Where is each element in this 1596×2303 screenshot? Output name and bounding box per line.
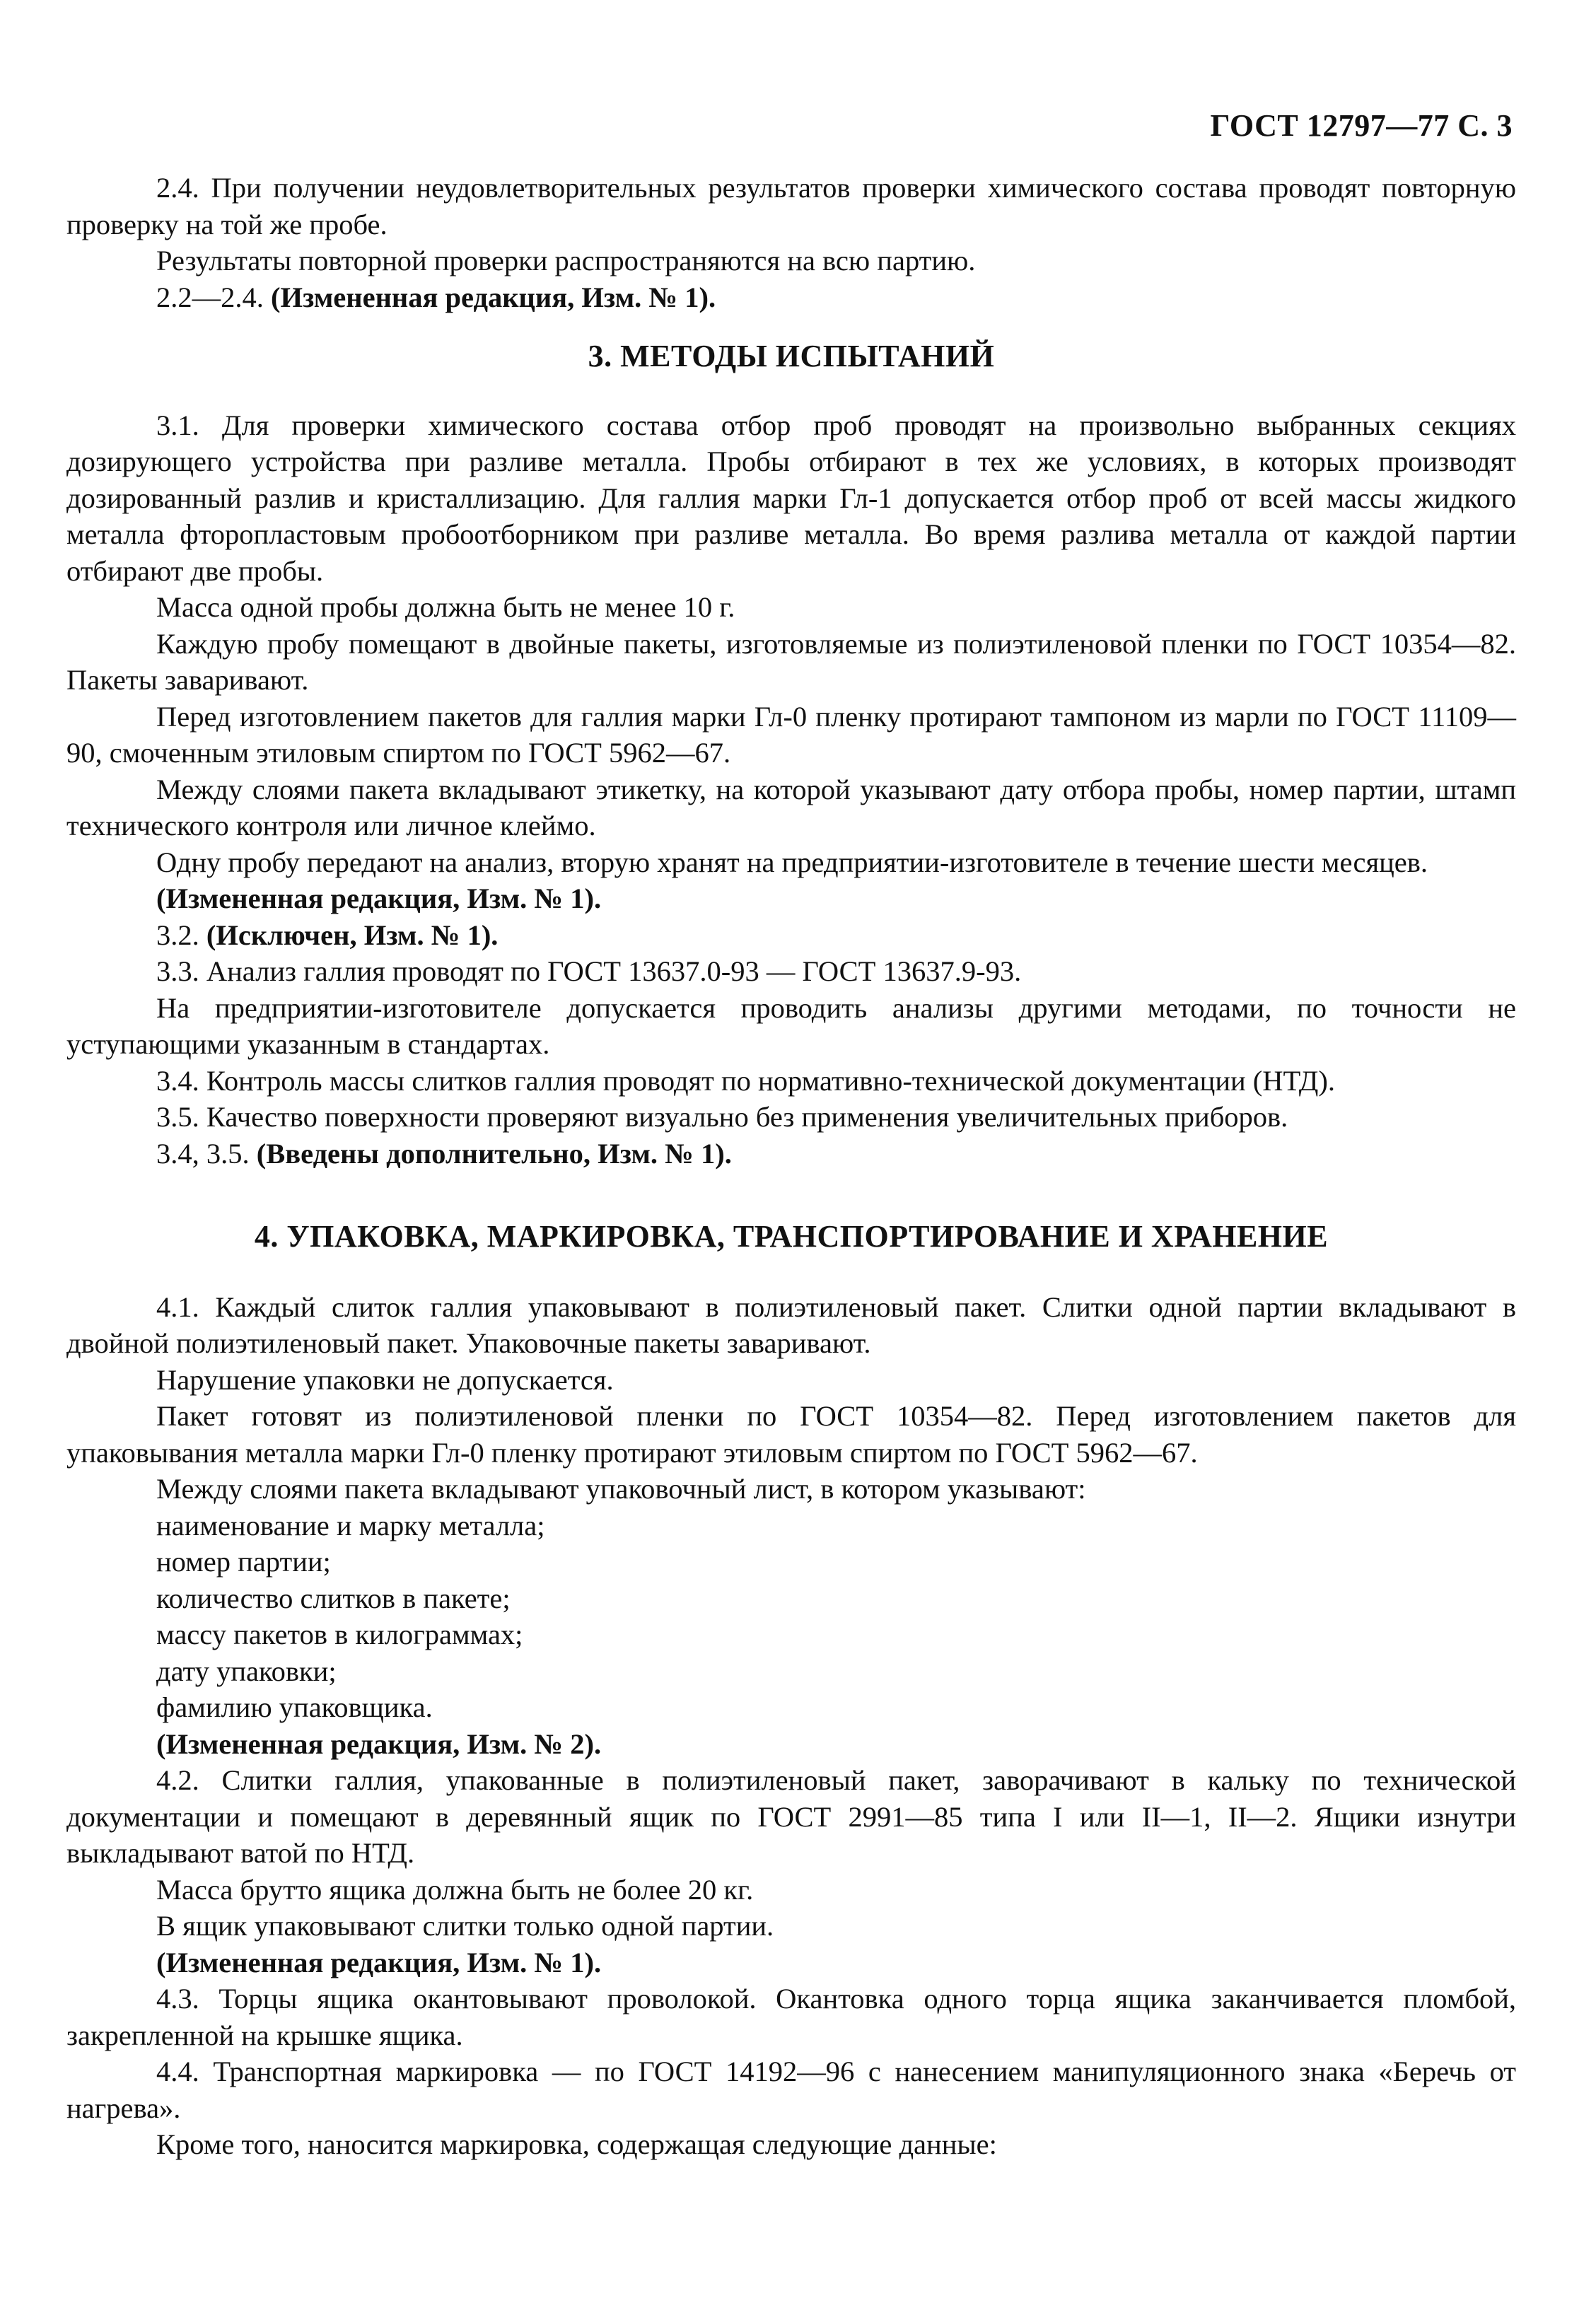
amendment-note: (Измененная редакция, Изм. № 1).	[271, 281, 716, 313]
document-body	[66, 170, 1516, 2163]
paragraph-3-4: 3.4. Контроль массы слитков галлия проводят по нормативно-технической документации (НТД).	[156, 1064, 1335, 1097]
amendment-note: (Введены дополнительно, Изм. № 1).	[256, 1137, 732, 1170]
paragraph-4-1-violation: Нарушение упаковки не допускается.	[156, 1363, 614, 1396]
paragraph-2-4: 2.4. При получении неудовлетворительных результатов проверки химического состава проводят повторную проверку на той же пробе.	[66, 172, 1516, 240]
paragraph-3-2	[66, 917, 1516, 954]
list-item: количество слитков в пакете;	[156, 1582, 511, 1614]
paragraph-4-3: 4.3. Торцы ящика окантовывают проволокой. Окантовка одного торца ящика заканчивается пломбой, закрепленной на крышке ящика.	[66, 1983, 1516, 2051]
paragraph-4-2: 4.2. Слитки галлия, упакованные в полиэтиленовый пакет, заворачивают в кальку по технической документации и помещают в деревянный ящик по ГОСТ 2991—85 типа I или II—1, II—2. Ящики изнутри выкладывают ватой по НТД.	[66, 1764, 1516, 1869]
list-item: дату упаковки;	[156, 1655, 337, 1687]
amendment-note-3-1: (Измененная редакция, Изм. № 1).	[156, 882, 602, 914]
page-header: ГОСТ 12797—77 С. 3	[1210, 108, 1513, 143]
paragraph-4-2-batch: В ящик упаковывают слитки только одной партии.	[156, 1910, 774, 1942]
list-item: фамилию упаковщика.	[156, 1691, 433, 1723]
clause-number: 3.4, 3.5.	[156, 1137, 250, 1170]
clause-number: 3.2.	[156, 919, 199, 951]
paragraph-3-1-mass: Масса одной пробы должна быть не менее 10 г.	[156, 591, 735, 623]
list-item: наименование и марку металла;	[156, 1509, 545, 1541]
list-item: номер партии;	[156, 1546, 331, 1578]
paragraph-3-4-3-5-amendment	[66, 1136, 1516, 1172]
amendment-note-4-2: (Измененная редакция, Изм. № 1).	[156, 1946, 602, 1978]
paragraph-4-1-sheet: Между слоями пакета вкладывают упаковочный лист, в котором указывают:	[156, 1473, 1086, 1505]
paragraph-3-1: 3.1. Для проверки химического состава отбор проб проводят на произвольно выбранных секциях дозирующего устройства при разливе металла. Пробы отбирают в тех же условиях, в которых производят дозированный разлив и кристаллизацию. Для галлия марки Гл-1 допускается отбор проб от всей массы жидкого металла фторопластовым пробоотборником при разливе металла. Во время разлива металла от каждой партии отбирают две пробы.	[66, 409, 1516, 587]
paragraph-4-2-mass: Масса брутто ящика должна быть не более 20 кг.	[156, 1873, 754, 1906]
paragraph-4-1: 4.1. Каждый слиток галлия упаковывают в полиэтиленовый пакет. Слитки одной партии вкладывают в двойной полиэтиленовый пакет. Упаковочные пакеты заваривают.	[66, 1290, 1516, 1359]
paragraph-3-3: 3.3. Анализ галлия проводят по ГОСТ 13637.0-93 — ГОСТ 13637.9-93.	[156, 955, 1022, 987]
paragraph-4-4-marking: Кроме того, наносится маркировка, содержащая следующие данные:	[156, 2128, 997, 2160]
paragraph-3-1-film: Перед изготовлением пакетов для галлия марки Гл-0 пленку протирают тампоном из марли по ГОСТ 11109—90, смоченным этиловым спиртом по ГОСТ 5962—67.	[66, 700, 1516, 769]
paragraph-2-2-amendment	[66, 279, 1516, 316]
section-title-3: 3. МЕТОДЫ ИСПЫТАНИЙ	[588, 339, 995, 373]
section-title-4: 4. УПАКОВКА, МАРКИРОВКА, ТРАНСПОРТИРОВАНИЕ И ХРАНЕНИЕ	[254, 1219, 1329, 1254]
amendment-note-4-1: (Измененная редакция, Изм. № 2).	[156, 1727, 602, 1760]
list-item: массу пакетов в килограммах;	[156, 1619, 523, 1650]
paragraph-3-1-storage: Одну пробу передают на анализ, вторую хранят на предприятии-изготовителе в течение шести месяцев.	[156, 846, 1428, 878]
paragraph-4-4: 4.4. Транспортная маркировка — по ГОСТ 14192—96 с нанесением манипуляционного знака «Беречь от нагрева».	[66, 2056, 1516, 2124]
paragraph-3-5: 3.5. Качество поверхности проверяют визуально без применения увеличительных приборов.	[156, 1101, 1288, 1133]
paragraph-4-1-film: Пакет готовят из полиэтиленовой пленки по ГОСТ 10354—82. Перед изготовлением пакетов для упаковывания металла марки Гл-0 пленку протирают этиловым спиртом по ГОСТ 5962—67.	[66, 1400, 1516, 1469]
clause-number: 2.2—2.4.	[156, 281, 264, 313]
paragraph-2-4-result: Результаты повторной проверки распространяются на всю партию.	[156, 245, 976, 276]
paragraph-3-1-packets: Каждую пробу помещают в двойные пакеты, изготовляемые из полиэтиленовой пленки по ГОСТ 10354—82. Пакеты заваривают.	[66, 627, 1516, 696]
amendment-note: (Исключен, Изм. № 1).	[206, 919, 499, 951]
paragraph-3-3-methods: На предприятии-изготовителе допускается проводить анализы другими методами, по точности не уступающими указанным в стандартах.	[66, 991, 1516, 1060]
paragraph-3-1-label: Между слоями пакета вкладывают этикетку, на которой указывают дату отбора пробы, номер партии, штамп технического контроля или личное клеймо.	[66, 773, 1516, 841]
